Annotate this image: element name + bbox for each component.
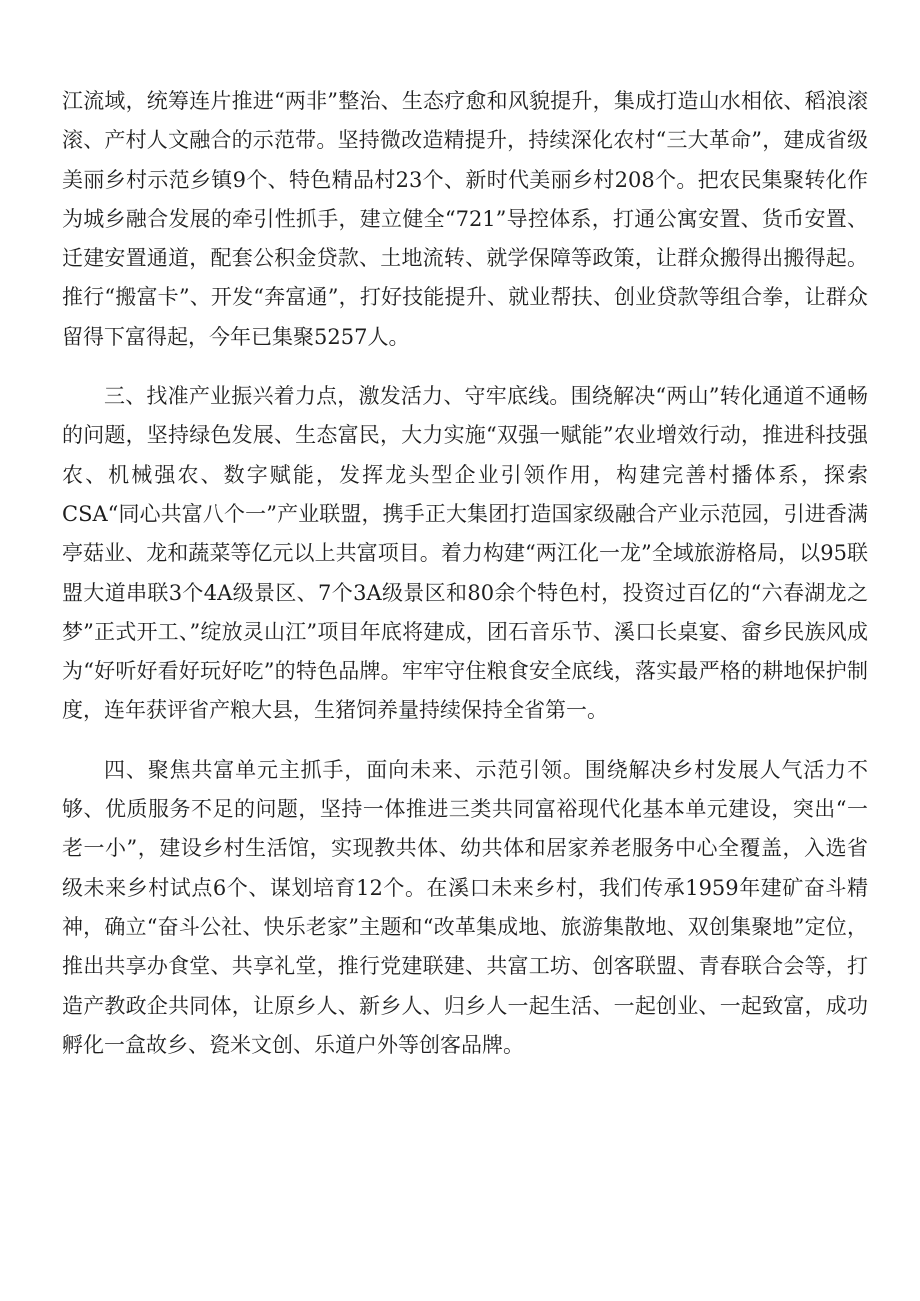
- paragraph-gap: [62, 357, 868, 377]
- paragraph-continuation: 江流域，统筹连片推进“两非”整治、生态疗愈和风貌提升，集成打造山水相依、稻浪滚滚、产村人文融合的示范带。坚持微改造精提升，持续深化农村“三大革命”，建成省级美丽乡村示范乡镇9个、特色精品村23个、新时代美丽乡村208个。把农民集聚转化作为城乡融合发展的牵引性抓手，建立健全“721”导控体系，打通公寓安置、货币安置、迁建安置通道，配套公积金贷款、土地流转、就学保障等政策，让群众搬得出搬得起。推行“搬富卡”、开发“奔富通”，打好技能提升、就业帮扶、创业贷款等组合拳，让群众留得下富得起，今年已集聚5257人。: [62, 89, 868, 349]
- paragraph-gap: [62, 731, 868, 751]
- paragraph-section-three: 三、找准产业振兴着力点，激发活力、守牢底线。围绕解决“两山”转化通道不通畅的问题，坚持绿色发展、生态富民，大力实施“双强一赋能”农业增效行动，推进科技强农、机械强农、数字赋能，发挥龙头型企业引领作用，构建完善村播体系，探索CSA“同心共富八个一”产业联盟，携手正大集团打造国家级融合产业示范园，引进香满亭菇业、龙和蔬菜等亿元以上共富项目。着力构建“两江化一龙”全域旅游格局，以95联盟大道串联3个4A级景区、7个3A级景区和80余个特色村，投资过百亿的“六春湖龙之梦”正式开工、”绽放灵山江”项目年底将建成，团石音乐节、溪口长桌宴、畲乡民族风成为“好听好看好玩好吃”的特色品牌。牢牢守住粮食安全底线，落实最严格的耕地保护制度，连年获评省产粮大县，生猪饲养量持续保持全省第一。: [62, 384, 868, 723]
- paragraph-section-four: 四、聚焦共富单元主抓手，面向未来、示范引领。围绕解决乡村发展人气活力不够、优质服务不足的问题，坚持一体推进三类共同富裕现代化基本单元建设，突出“一老一小”，建设乡村生活馆，实现教共体、幼共体和居家养老服务中心全覆盖，入选省级未来乡村试点6个、谋划培育12个。在溪口未来乡村，我们传承1959年建矿奋斗精神，确立“奋斗公社、快乐老家”主题和“改革集成地、旅游集散地、双创集聚地”定位，推出共享办食堂、共享礼堂，推行党建联建、共富工坊、创客联盟、青春联合会等，打造产教政企共同体，让原乡人、新乡人、归乡人一起生活、一起创业、一起致富，成功孵化一盒故乡、瓷米文创、乐道户外等创客品牌。: [62, 757, 868, 1057]
- document-body: [62, 82, 868, 1065]
